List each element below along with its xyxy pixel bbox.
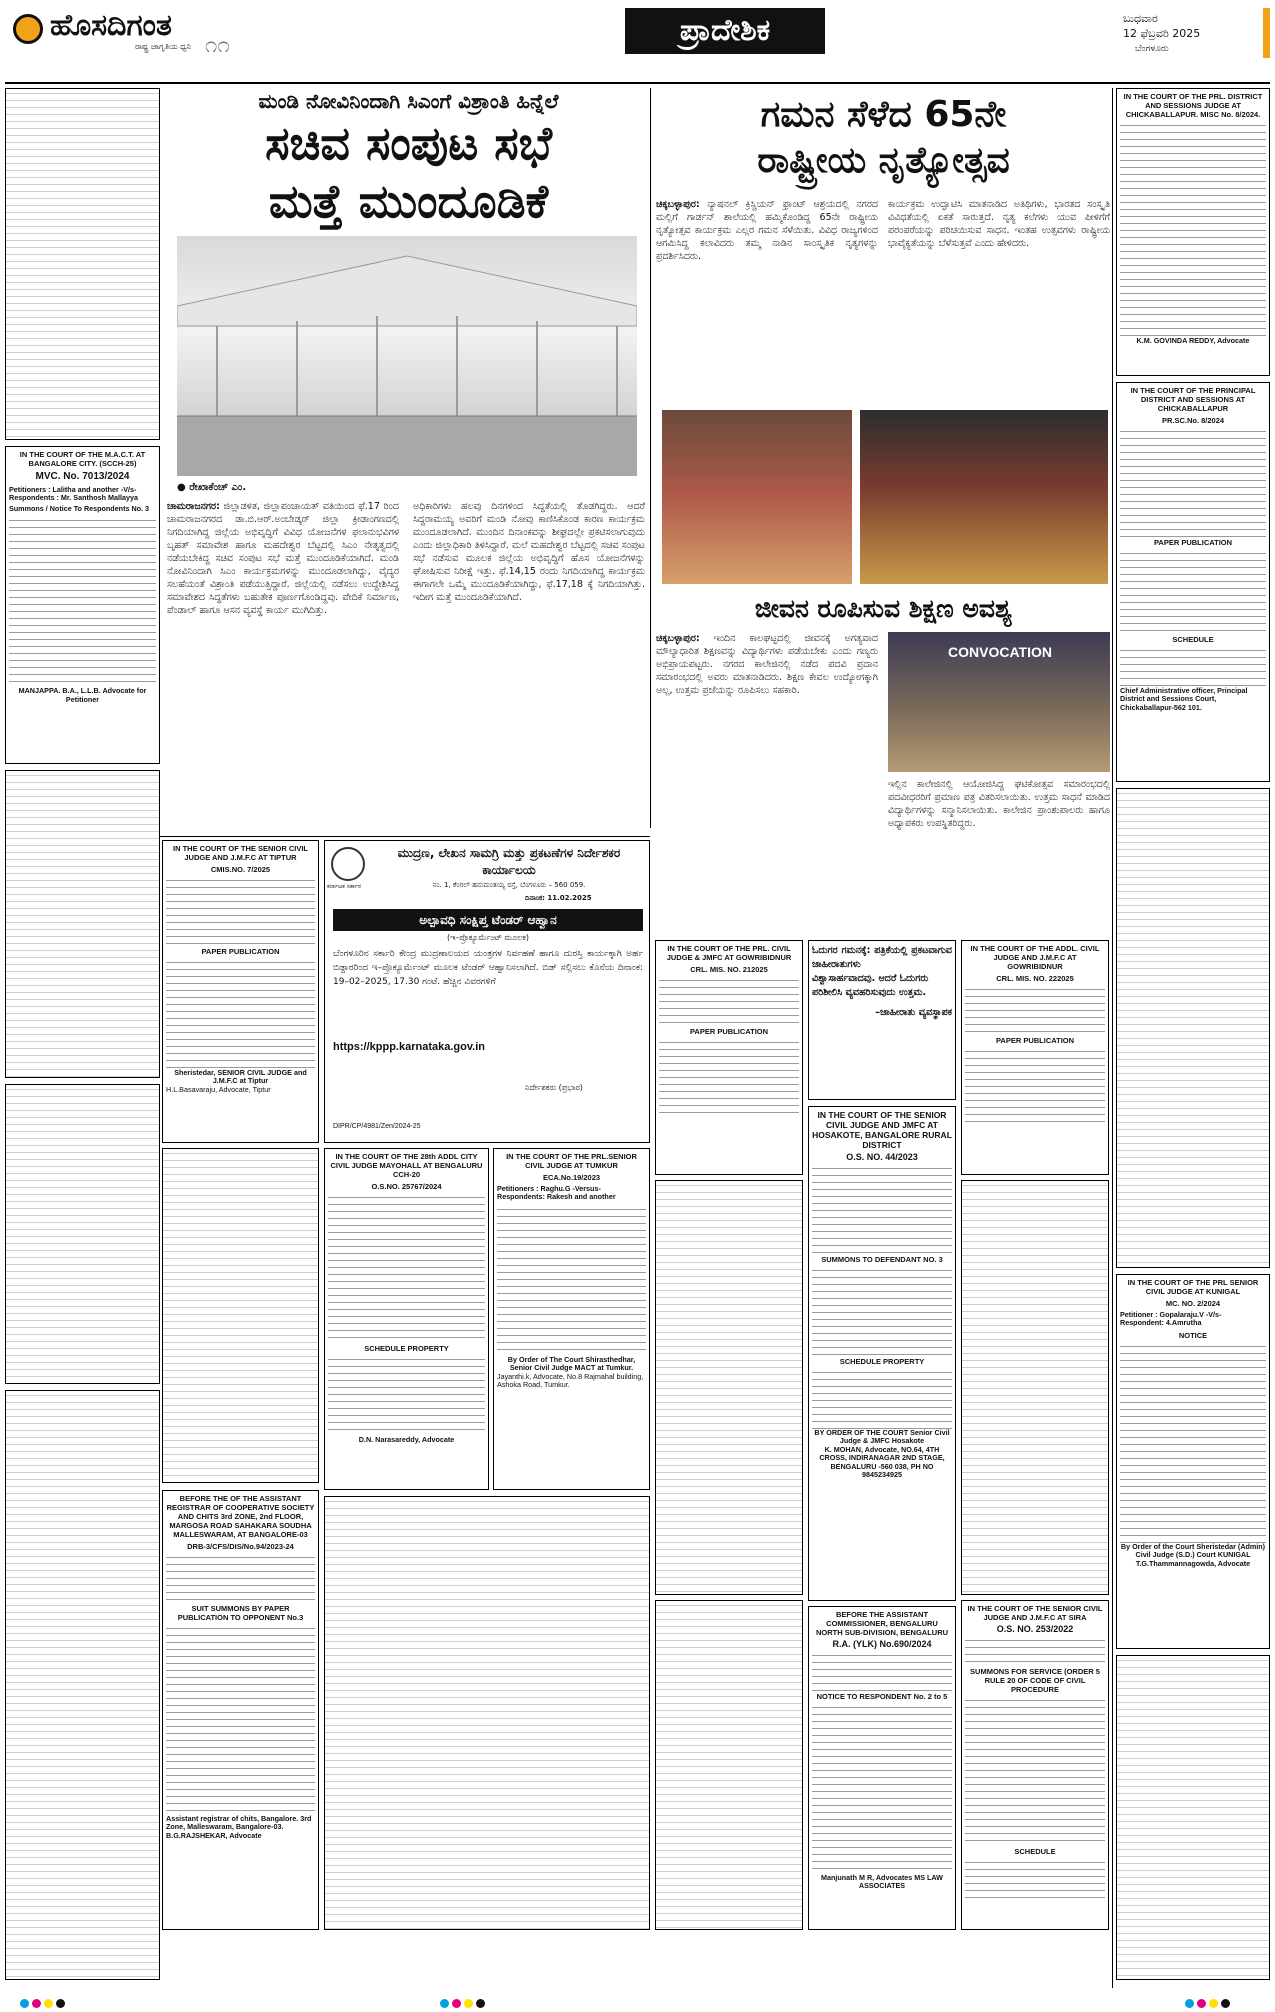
case-number: ECA.No.19/2023 bbox=[542, 1173, 601, 1182]
schedule-body bbox=[965, 1859, 1105, 1899]
convocation-banner: CONVOCATION bbox=[948, 644, 1052, 660]
notice-heading: NOTICE TO RESPONDENT No. 2 to 5 bbox=[816, 1692, 948, 1701]
kn-classified-1 bbox=[5, 88, 160, 440]
story-dateline: ಚಾಮರಾಜನಗರ: bbox=[167, 501, 220, 512]
case-number: R.A. (YLK) No.690/2024 bbox=[832, 1639, 932, 1649]
story2-body-col2: ಕಾರ್ಯಕ್ರಮ ಉದ್ಘಾಟಿಸಿ ಮಾತನಾಡಿದ ಅತಿಥಿಗಳು, ಭಾರತದ ಸಂಸ್ಕೃತಿ ವಿವಿಧತೆಯಲ್ಲಿ ಏಕತೆ ಸಾರುತ್ತದೆ. ನೃತ್ಯ ಕಲೆಗಳು ಯುವ ಪೀಳಿಗೆಗೆ ಪರಂಪರೆಯನ್ನು ಪರಿಚಯಿಸುವ ಸಾಧನ. ಇಂತಹ ಉತ್ಸವಗಳು ರಾಷ್ಟ್ರೀಯ ಭಾವೈಕ್ಯತೆಯನ್ನು ಬೆಳೆಸುತ್ತವೆ ಎಂದು ಹೇಳಿದರು. bbox=[888, 199, 1110, 249]
story2-photo-stage bbox=[860, 410, 1108, 584]
story-education bbox=[656, 592, 1111, 937]
story-photo-pandal bbox=[177, 236, 637, 476]
notice-heading: PAPER PUBLICATION bbox=[689, 1027, 769, 1036]
reg-dot-yellow-icon bbox=[464, 1999, 473, 2008]
left-classified-column bbox=[5, 88, 160, 1988]
kn-classified-3 bbox=[5, 1084, 160, 1384]
masthead bbox=[5, 8, 1270, 66]
story2-body-1: ನ್ಯಾಷನಲ್ ಕ್ರಿಸ್ಚಿಯನ್ ಫ್ರಾಂಟ್ ಆಶ್ರಯದಲ್ಲಿ ನಗರದ ಮಲ್ಲಿಗೆ ಗಾರ್ಡನ್ ಶಾಲೆಯಲ್ಲಿ ಹಮ್ಮಿಕೊಂಡಿದ್ದ 65ನೇ ರಾಷ್ಟ್ರೀಯ ನೃತ್ಯೋತ್ಸವ ಕಾರ್ಯಕ್ರಮ ಎಲ್ಲರ ಗಮನ ಸೆಳೆಯಿತು. ವಿವಿಧ ರಾಜ್ಯಗಳಿಂದ ಆಗಮಿಸಿದ್ದ ಕಲಾವಿದರು ತಮ್ಮ ನಾಡಿನ ಸಾಂಸ್ಕೃತಿಕ ನೃತ್ಯಗಳನ್ನು ಪ್ರದರ್ಶಿಸಿದರು. bbox=[656, 199, 878, 262]
schedule-heading: SCHEDULE bbox=[1172, 635, 1214, 644]
story3-body-1: ಇಂದಿನ ಕಾಲಘಟ್ಟದಲ್ಲಿ ಜೀವನಕ್ಕೆ ಅಗತ್ಯವಾದ ಮೌಲ್ಯಾಧಾರಿತ ಶಿಕ್ಷಣವನ್ನು ವಿದ್ಯಾರ್ಥಿಗಳು ಪಡೆಯಬೇಕು ಎಂದು ಗಣ್ಯರು ಅಭಿಪ್ರಾಯಪಟ್ಟರು. ನಗರದ ಕಾಲೇಜಿನಲ್ಲಿ ನಡೆದ ಪದವಿ ಪ್ರದಾನ ಸಮಾರಂಭದಲ್ಲಿ ಅವರು ಮಾತನಾಡಿದರು. ಶಿಕ್ಷಣ ಕೇವಲ ಉದ್ಯೋಗಕ್ಕಾಗಿ ಅಲ್ಲ, ಉತ್ತಮ ಪ್ರಜೆಯನ್ನು ರೂಪಿಸಲು ಸಹಕಾರಿ. bbox=[656, 633, 878, 696]
reg-dot-magenta-icon bbox=[452, 1999, 461, 2008]
kn-classified-4 bbox=[5, 1390, 160, 1980]
advocate: D.N. Narasareddy, Advocate bbox=[358, 1435, 455, 1444]
court-title: IN THE COURT OF THE ADDL. CIVIL JUDGE AND J.M.F.C AT GOWRIBIDNUR bbox=[970, 944, 1100, 971]
section-title: ಪ್ರಾದೇಶಿಕ bbox=[679, 13, 771, 48]
notice-body bbox=[166, 1554, 315, 1604]
govt-tender-notice bbox=[324, 840, 650, 1143]
story2-headline-2: ರಾಷ್ಟ್ರೀಯ ನೃತ್ಯೋತ್ಸವ bbox=[757, 140, 1010, 181]
notice-body bbox=[497, 1206, 646, 1356]
court-notice-city-civil-28 bbox=[324, 1148, 489, 1490]
court-title: BEFORE THE ASSISTANT COMMISSIONER, BENGALURU NORTH SUB-DIVISION, BENGALURU bbox=[815, 1610, 949, 1637]
reg-dot-black-icon bbox=[56, 1999, 65, 2008]
story-divider bbox=[650, 88, 651, 828]
kn-classified-5 bbox=[1116, 788, 1270, 1268]
case-number: O.S.NO. 25767/2024 bbox=[371, 1182, 442, 1191]
notice-ref: DIPR/CP/4981/Zen/2024-25 bbox=[333, 1123, 421, 1130]
advisory-line2: ವಿಶ್ವಾಸಾರ್ಹವಾದವು. ಆದರೆ ಓದುಗರು bbox=[812, 973, 929, 984]
case-number: O.S. NO. 253/2022 bbox=[996, 1624, 1074, 1634]
advisory-footer: –ಜಾಹೀರಾತು ವ್ಯವಸ್ಥಾಪಕ bbox=[875, 1007, 952, 1018]
notice-body bbox=[328, 1194, 485, 1344]
reg-dot-yellow-icon bbox=[44, 1999, 53, 2008]
advocate: T.G.Thammannagowda, Advocate bbox=[1135, 1558, 1251, 1568]
case-number: O.S. NO. 44/2023 bbox=[846, 1152, 918, 1162]
case-number: CRL. MIS. NO. 222025 bbox=[996, 974, 1074, 983]
notice-heading: SUMMONS FOR SERVICE (ORDER 5 RULE 20 OF CODE OF CIVIL PROCEDURE bbox=[970, 1667, 1100, 1694]
story3-body-col2: ಇಲ್ಲಿನ ಕಾಲೇಜಿನಲ್ಲಿ ಆಯೋಜಿಸಿದ್ದ ಘಟಿಕೋತ್ಸವ ಸಮಾರಂಭದಲ್ಲಿ ಪದವೀಧರರಿಗೆ ಪ್ರಮಾಣ ಪತ್ರ ವಿತರಿಸಲಾಯಿತು. ಉತ್ತಮ ಸಾಧನೆ ಮಾಡಿದ ವಿದ್ಯಾರ್ಥಿಗಳನ್ನು ಸನ್ಮಾನಿಸಲಾಯಿತು. ಕಾಲೇಜಿನ ಪ್ರಾಂಶುಪಾಲರು ಹಾಗೂ ಅಧ್ಯಾಪಕರು ಉಪಸ್ಥಿತರಿದ್ದರು. bbox=[888, 779, 1110, 829]
notice-body-2 bbox=[659, 1039, 799, 1119]
case-number: DRB-3/CFS/DIS/No.94/2023-24 bbox=[187, 1542, 294, 1551]
pandal-illustration bbox=[177, 236, 637, 476]
court-notice-mact bbox=[5, 446, 160, 764]
court-title: IN THE COURT OF THE M.A.C.T. AT BANGALORE CITY. (SCCH-25) bbox=[19, 450, 146, 468]
notice-body-2 bbox=[812, 1704, 952, 1874]
notice-body bbox=[659, 977, 799, 1027]
registration-marks-right bbox=[1185, 1993, 1233, 2012]
schedule-heading: SCHEDULE bbox=[1014, 1847, 1056, 1856]
govt-emblem-label: ಕರ್ನಾಟಕ ಸರ್ಕಾರ bbox=[327, 883, 362, 890]
story2-headline-1: ಗಮನ ಸೆಳೆದ 65ನೇ bbox=[760, 94, 1007, 135]
story-body-col2: ಅಧಿಕಾರಿಗಳು ಹಲವು ದಿನಗಳಿಂದ ಸಿದ್ಧತೆಯಲ್ಲಿ ತೊಡಗಿದ್ದರು. ಆದರೆ ಸಿದ್ದರಾಮಯ್ಯ ಅವರಿಗೆ ಮಂಡಿ ನೋವು ಕಾಣಿಸಿಕೊಂಡ ಕಾರಣ ಕಾರ್ಯಕ್ರಮ ಮುಂದೂಡಲಾಗಿದೆ. ಮುಂದಿನ ದಿನಾಂಕವನ್ನು ಶೀಘ್ರದಲ್ಲೇ ಪ್ರಕಟಿಸಲಾಗುವುದು ಎಂದು ಜಿಲ್ಲಾಧಿಕಾರಿ ತಿಳಿಸಿದ್ದಾರೆ. ಮಲೆ ಮಹದೇಶ್ವರ ಬೆಟ್ಟದಲ್ಲಿ ಸಚಿವ ಸಂಪುಟ ಸಭೆ ನಡೆಸುವ ಮೂಲಕ ಜಿಲ್ಲೆಯ ಅಭಿವೃದ್ಧಿಗೆ ಹೊಸ ಯೋಜನೆಗಳನ್ನು ಘೋಷಿಸುವ ನಿರೀಕ್ಷೆ ಇತ್ತು. ಫೆ.14,15 ರಂದು ನಿಗದಿಯಾಗಿದ್ದ ಕಾರ್ಯಕ್ರಮ ಈಗಾಗಲೇ ಒಮ್ಮೆ ಮುಂದೂಡಿಕೆಯಾಗಿದ್ದು, ಫೆ.17,18 ಕ್ಕೆ ನಿಗದಿಯಾಗಿತ್ತು. ಇದೀಗ ಮತ್ತೆ ಮುಂದೂಡಿಕೆಯಾಗಿದೆ. bbox=[413, 501, 645, 603]
story2-photo-dancers bbox=[662, 410, 852, 584]
court-notice-chikkaballapur-psc bbox=[1116, 382, 1270, 782]
masthead-accent-bar bbox=[1263, 8, 1270, 58]
notice-heading: PAPER PUBLICATION bbox=[995, 1036, 1075, 1045]
notice-body-2 bbox=[1120, 550, 1266, 635]
court-title: IN THE COURT OF THE PRL SENIOR CIVIL JUDGE AT KUNIGAL bbox=[1127, 1278, 1259, 1296]
advocate: MANJAPPA. B.A., L.L.B. Advocate for Petitioner bbox=[18, 686, 147, 704]
story-kicker: ಮಂಡಿ ನೋವಿನಿಂದಾಗಿ ಸಿಎಂಗೆ ವಿಶ್ರಾಂತಿ ಹಿನ್ನೆಲೆ bbox=[258, 89, 559, 113]
notice-body bbox=[965, 1637, 1105, 1667]
notice-address: ನಂ. 1, ಕೆಂಗಲ್ ಹನುಮಂತಯ್ಯ ರಸ್ತೆ, ಬೆಂಗಳೂರು – 560 059. bbox=[432, 881, 586, 889]
notice-heading: PAPER PUBLICATION bbox=[1153, 538, 1233, 547]
officer: Sheristedar, SENIOR CIVIL JUDGE and J.M.F.C at Tiptur bbox=[174, 1068, 307, 1086]
officer: Chief Administrative officer, Principal District and Sessions Court, Chickaballapur-562 101. bbox=[1120, 686, 1248, 712]
registration-marks-center bbox=[440, 1993, 488, 2012]
kn-classified-9 bbox=[655, 1180, 803, 1595]
notice-body bbox=[812, 1652, 952, 1692]
notice-body-2 bbox=[812, 1267, 952, 1357]
notice-body-2 bbox=[965, 1048, 1105, 1128]
notice-date: ದಿನಾಂಕ: 11.02.2025 bbox=[525, 894, 592, 902]
reg-dot-black-icon bbox=[1221, 1999, 1230, 2008]
signoff: BY ORDER OF THE COURT Senior Civil Judge & JMFC Hosakote bbox=[814, 1428, 950, 1446]
notice-heading: NOTICE bbox=[1178, 1330, 1208, 1340]
notice-heading: SUIT SUMMONS BY PAPER PUBLICATION TO OPPONENT No.3 bbox=[177, 1604, 304, 1622]
story3-dateline: ಚಿಕ್ಕಬಳ್ಳಾಪುರ: bbox=[656, 633, 700, 644]
notice-body bbox=[9, 517, 156, 687]
notice-body bbox=[1120, 1343, 1266, 1543]
logo-text: ಹೊಸದಿಗಂತ bbox=[50, 8, 172, 43]
schedule-body bbox=[1120, 647, 1266, 687]
notice-body: ಬೆಂಗಳೂರಿನ ಸರ್ಕಾರಿ ಕೇಂದ್ರ ಮುದ್ರಣಾಲಯದ ಯಂತ್ರಗಳ ನಿರ್ವಹಣೆ ಹಾಗೂ ದುರಸ್ತಿ ಕಾರ್ಯಕ್ಕಾಗಿ ಅರ್ಹ ಬಿಡ್ದಾರರಿಂದ ಇ–ಪ್ರೊಕ್ಯೂರ್ಮೆಂಟ್ ಮೂಲಕ ಟೆಂಡರ್ ಆಹ್ವಾನಿಸಲಾಗಿದೆ. ಬಿಡ್ ಸಲ್ಲಿಸಲು ಕೊನೆಯ ದಿನಾಂಕ: 19–02–2025, 17.30 ಗಂಟೆ. ಹೆಚ್ಚಿನ ವಿವರಗಳಿಗೆ bbox=[333, 949, 643, 987]
notice-body bbox=[1120, 122, 1266, 337]
notice-body bbox=[965, 986, 1105, 1036]
court-title: IN THE COURT OF THE SENIOR CIVIL JUDGE AND J.M.F.C AT SIRA bbox=[967, 1604, 1103, 1622]
kn-classified-10 bbox=[961, 1180, 1109, 1595]
right-divider bbox=[1112, 88, 1113, 1988]
court-title: IN THE COURT OF THE PRL.SENIOR CIVIL JUDGE AT TUMKUR bbox=[506, 1152, 637, 1170]
notice-title: ಮುದ್ರಣ, ಲೇಖನ ಸಾಮಗ್ರಿ ಮತ್ತು ಪ್ರಕಟಣೆಗಳ ನಿರ್ದೇಶಕರ ಕಾರ್ಯಾಲಯ bbox=[397, 846, 621, 877]
logo-tagline: ರಾಷ್ಟ್ರ ಜಾಗೃತಿಯ ಧ್ವನಿ bbox=[135, 42, 192, 51]
logo-sun-icon bbox=[13, 14, 43, 44]
photo-credit: ● ರೇಖಾಕೆಂಚ್ ಎಂ. bbox=[177, 482, 247, 493]
court-notice-kunigal bbox=[1116, 1274, 1270, 1649]
masthead-rule bbox=[5, 82, 1270, 84]
reg-dot-cyan-icon bbox=[1185, 1999, 1194, 2008]
parties: Petitioner : Gopalaraju.V -V/s- Respondent: 4.Amrutha bbox=[1120, 1310, 1222, 1328]
advocate: K.M. GOVINDA REDDY, Advocate bbox=[1136, 336, 1250, 345]
court-notice-bengaluru-north bbox=[808, 1606, 956, 1930]
reg-dot-yellow-icon bbox=[1209, 1999, 1218, 2008]
masthead-city: ಬೆಂಗಳೂರು bbox=[1135, 44, 1169, 54]
notice-body bbox=[1120, 428, 1266, 538]
story-headline-2: ಮತ್ತೆ ಮುಂದೂಡಿಕೆ bbox=[268, 174, 549, 228]
advocate: Manjunath M R, Advocates MS LAW ASSOCIATES bbox=[821, 1873, 943, 1891]
case-number: CMIS.NO. 7/2025 bbox=[210, 865, 271, 874]
reg-dot-cyan-icon bbox=[20, 1999, 29, 2008]
court-title: BEFORE THE OF THE ASSISTANT REGISTRAR OF COOPERATIVE SOCIETY AND CHITS 3rd ZONE, 2nd FLOOR, MARGOSA ROAD SAHAKARA SOUDHA MALLESWARAM, AT BANGALORE-03 bbox=[166, 1494, 315, 1539]
story2-dateline: ಚಿಕ್ಕಬಳ್ಳಾಪುರ: bbox=[656, 199, 700, 210]
notice-website-link[interactable]: https://kppp.karnataka.gov.in bbox=[333, 1041, 485, 1053]
notice-title: Summons / Notice To Respondents No. 3 bbox=[9, 503, 150, 513]
parties: Petitioners : Lalitha and another -V/s- Respondents : Mr. Santhosh Mallayya bbox=[9, 485, 139, 503]
notice-body-2 bbox=[166, 959, 315, 1069]
reg-dot-magenta-icon bbox=[32, 1999, 41, 2008]
page-number: ೧೧ bbox=[205, 33, 230, 58]
notice-heading: SUMMONS TO DEFENDANT NO. 3 bbox=[821, 1255, 943, 1264]
court-notice-sira bbox=[961, 1600, 1109, 1930]
story-dance-festival bbox=[656, 88, 1111, 588]
court-notice-cooperative bbox=[162, 1490, 319, 1930]
notice-body bbox=[166, 877, 315, 947]
right-classified-column bbox=[1116, 88, 1270, 1988]
lower-rule bbox=[160, 836, 650, 837]
photo-credit-name: ರೇಖಾಕೆಂಚ್ ಎಂ. bbox=[189, 482, 247, 493]
court-title: IN THE COURT OF THE PRL. DISTRICT AND SESSIONS JUDGE AT CHICKABALLAPUR. MISC No. 8/2024. bbox=[1123, 92, 1263, 119]
story3-body-col1 bbox=[656, 632, 878, 932]
signoff: By Order of The Court Shirasthedhar, Senior Civil Judge MACT at Tumkur. bbox=[507, 1354, 636, 1373]
reg-dot-black-icon bbox=[476, 1999, 485, 2008]
advocate: K. MOHAN, Advocate, NO.64, 4TH CROSS, INDIRANAGAR 2ND STAGE, BENGALURU -560 038, PH NO 9845234925 bbox=[819, 1444, 945, 1480]
reg-dot-cyan-icon bbox=[440, 1999, 449, 2008]
court-notice-tumkur bbox=[493, 1148, 650, 1490]
court-title: IN THE COURT OF THE SENIOR CIVIL JUDGE AND JMFC AT HOSAKOTE, BANGALORE RURAL DISTRICT bbox=[812, 1110, 952, 1150]
advisory-line3: ಪರಿಶೀಲಿಸಿ ವ್ಯವಹರಿಸುವುದು ಉತ್ತಮ. bbox=[812, 987, 927, 998]
kn-classified-11 bbox=[655, 1600, 803, 1930]
schedule-body bbox=[328, 1356, 485, 1436]
notice-body-2 bbox=[166, 1625, 315, 1815]
court-title: IN THE COURT OF THE PRL. CIVIL JUDGE & JMFC AT GOWRIBIDNUR bbox=[666, 944, 792, 962]
notice-heading: PAPER PUBLICATION bbox=[201, 947, 280, 956]
story-cabinet-meeting bbox=[167, 88, 650, 828]
court-title: IN THE COURT OF THE 28th ADDL CITY CIVIL JUDGE MAYOHALL AT BENGALURU CCH-20 bbox=[330, 1152, 483, 1179]
case-number: MVC. No. 7013/2024 bbox=[35, 471, 130, 482]
reader-advisory bbox=[808, 940, 956, 1100]
reg-dot-magenta-icon bbox=[1197, 1999, 1206, 2008]
masthead-logo bbox=[5, 8, 275, 52]
court-title: IN THE COURT OF THE PRINCIPAL DISTRICT AND SESSIONS AT CHICKABALLAPUR bbox=[1130, 386, 1256, 413]
court-notice-chikkaballapur-pdj bbox=[1116, 88, 1270, 376]
court-notice-gowribidnur-2 bbox=[961, 940, 1109, 1175]
notice-signature: ನಿರ್ದೇಶಕರು (ಪ್ರಭಾರ) bbox=[525, 1083, 583, 1092]
notice-subheading: (ಇ–ಪ್ರೊಕ್ಯೂರ್ಮೆಂಟ್ ಮೂಲಕ) bbox=[446, 933, 530, 942]
parties: Petitioners : Raghu.G -Versus- Respondents: Rakesh and another bbox=[497, 1184, 616, 1202]
schedule-body bbox=[812, 1369, 952, 1429]
masthead-date: 12 ಫೆಬ್ರವರಿ 2025 bbox=[1123, 27, 1201, 40]
story2-body-col1 bbox=[656, 198, 878, 408]
notice-heading: ಅಲ್ಪಾವಧಿ ಸಂಕ್ಷಿಪ್ತ ಟೆಂಡರ್ ಆಹ್ವಾನ bbox=[419, 913, 557, 927]
officer: Assistant registrar of chits, Bangalore. 3rd Zone, Malleswaram, Bangalore-03. bbox=[166, 1814, 312, 1832]
story3-photo-convocation bbox=[888, 632, 1110, 772]
advocate: H.L.Basavaraju, Advocate, Tiptur bbox=[166, 1084, 271, 1094]
notice-body-2 bbox=[965, 1697, 1105, 1847]
schedule-heading: SCHEDULE PROPERTY bbox=[364, 1344, 449, 1353]
story3-headline: ಜೀವನ ರೂಪಿಸುವ ಶಿಕ್ಷಣ ಅವಶ್ಯ bbox=[754, 594, 1013, 623]
kn-classified-8 bbox=[324, 1496, 650, 1930]
advisory-line1: ಓದುಗರ ಗಮನಕ್ಕೆ: ಪತ್ರಿಕೆಯಲ್ಲಿ ಪ್ರಕಟವಾಗುವ ಜಾಹೀರಾತುಗಳು bbox=[812, 945, 952, 970]
court-title: IN THE COURT OF THE SENIOR CIVIL JUDGE AND J.M.F.C AT TIPTUR bbox=[172, 844, 308, 862]
kn-classified-6 bbox=[1116, 1655, 1270, 1980]
advocate: B.G.RAJSHEKAR, Advocate bbox=[166, 1830, 262, 1840]
signoff: By Order of the Court Sheristedar (Admin) Civil Judge (S.D.) Court KUNIGAL bbox=[1120, 1541, 1266, 1560]
story-headline-1: ಸಚಿವ ಸಂಪುಟ ಸಭೆ bbox=[265, 116, 552, 170]
schedule-heading: SCHEDULE PROPERTY bbox=[839, 1357, 925, 1366]
kn-classified-7 bbox=[162, 1148, 319, 1483]
case-number: MC. NO. 2/2024 bbox=[1165, 1299, 1221, 1308]
story-body-col1 bbox=[167, 500, 399, 825]
case-number: PR.SC.No. 8/2024 bbox=[1161, 416, 1225, 425]
court-notice-hoskote bbox=[808, 1106, 956, 1601]
registration-marks-left bbox=[20, 1993, 68, 2012]
case-number: CRL. MIS. NO. 212025 bbox=[690, 965, 768, 974]
kn-classified-2 bbox=[5, 770, 160, 1078]
govt-emblem-icon bbox=[331, 847, 365, 881]
masthead-day: ಬುಧವಾರ bbox=[1123, 12, 1158, 25]
notice-body bbox=[812, 1165, 952, 1255]
advocate: Jayanthi.k, Advocate, No.8 Rajmahal building, Ashoka Road, Tumkur. bbox=[497, 1371, 644, 1390]
court-notice-tiptur bbox=[162, 840, 319, 1143]
story-body-1: ಜಿಲ್ಲಾಡಳಿತ, ಜಿಲ್ಲಾಪಂಚಾಯತ್ ವತಿಯಿಂದ ಫೆ.17 ರಿಂದ ಚಾಮರಾಜನಗರದ ಡಾ.ಬಿ.ಆರ್.ಅಂಬೇಡ್ಕರ್ ಜಿಲ್ಲಾ ಕ್ರೀಡಾಂಗಣದಲ್ಲಿ ನಿಗದಿಯಾಗಿದ್ದ ಜಿಲ್ಲೆಯ ಅಭಿವೃದ್ಧಿಗೆ ವಿವಿಧ ಯೋಜನೆಗಳ ಫಲಾನುಭವಿಗಳ ಬೃಹತ್ ಸಮಾವೇಶ ಹಾಗೂ ಮಹದೇಶ್ವರ ಬೆಟ್ಟದಲ್ಲಿ ಸಿಎಂ ನೇತೃತ್ವದಲ್ಲಿ ನಡೆಯಬೇಕಿದ್ದ ಸಚಿವ ಸಂಪುಟ ಸಭೆ ಮತ್ತೆ ಮುಂದೂಡಿಕೆಯಾಗಿದೆ. ಮಂಡಿ ನೋವಿನಿಂದಾಗಿ ಸಿಎಂ ಕಾರ್ಯಕ್ರಮಗಳನ್ನು ಮುಂದೂಡಲಾಗಿದ್ದು, ವೈದ್ಯರ ಸಲಹೆಯಂತೆ ವಿಶ್ರಾಂತಿ ಪಡೆಯುತ್ತಿದ್ದಾರೆ. ಜಿಲ್ಲೆಯಲ್ಲಿ ನಡೆಸಲು ಉದ್ದೇಶಿಸಿದ್ದ ಸಮಾವೇಶದ ಸಿದ್ಧತೆಗಳು ಬಹುತೇಕ ಪೂರ್ಣಗೊಂಡಿದ್ದವು. ವೇದಿಕೆ ನಿರ್ಮಾಣ, ಪೆಂಡಾಲ್ ಹಾಗೂ ಆಸನ ವ್ಯವಸ್ಥೆ ಕಾರ್ಯ ಮುಗಿದಿತ್ತು. bbox=[167, 501, 399, 616]
court-notice-gowribidnur-1 bbox=[655, 940, 803, 1175]
